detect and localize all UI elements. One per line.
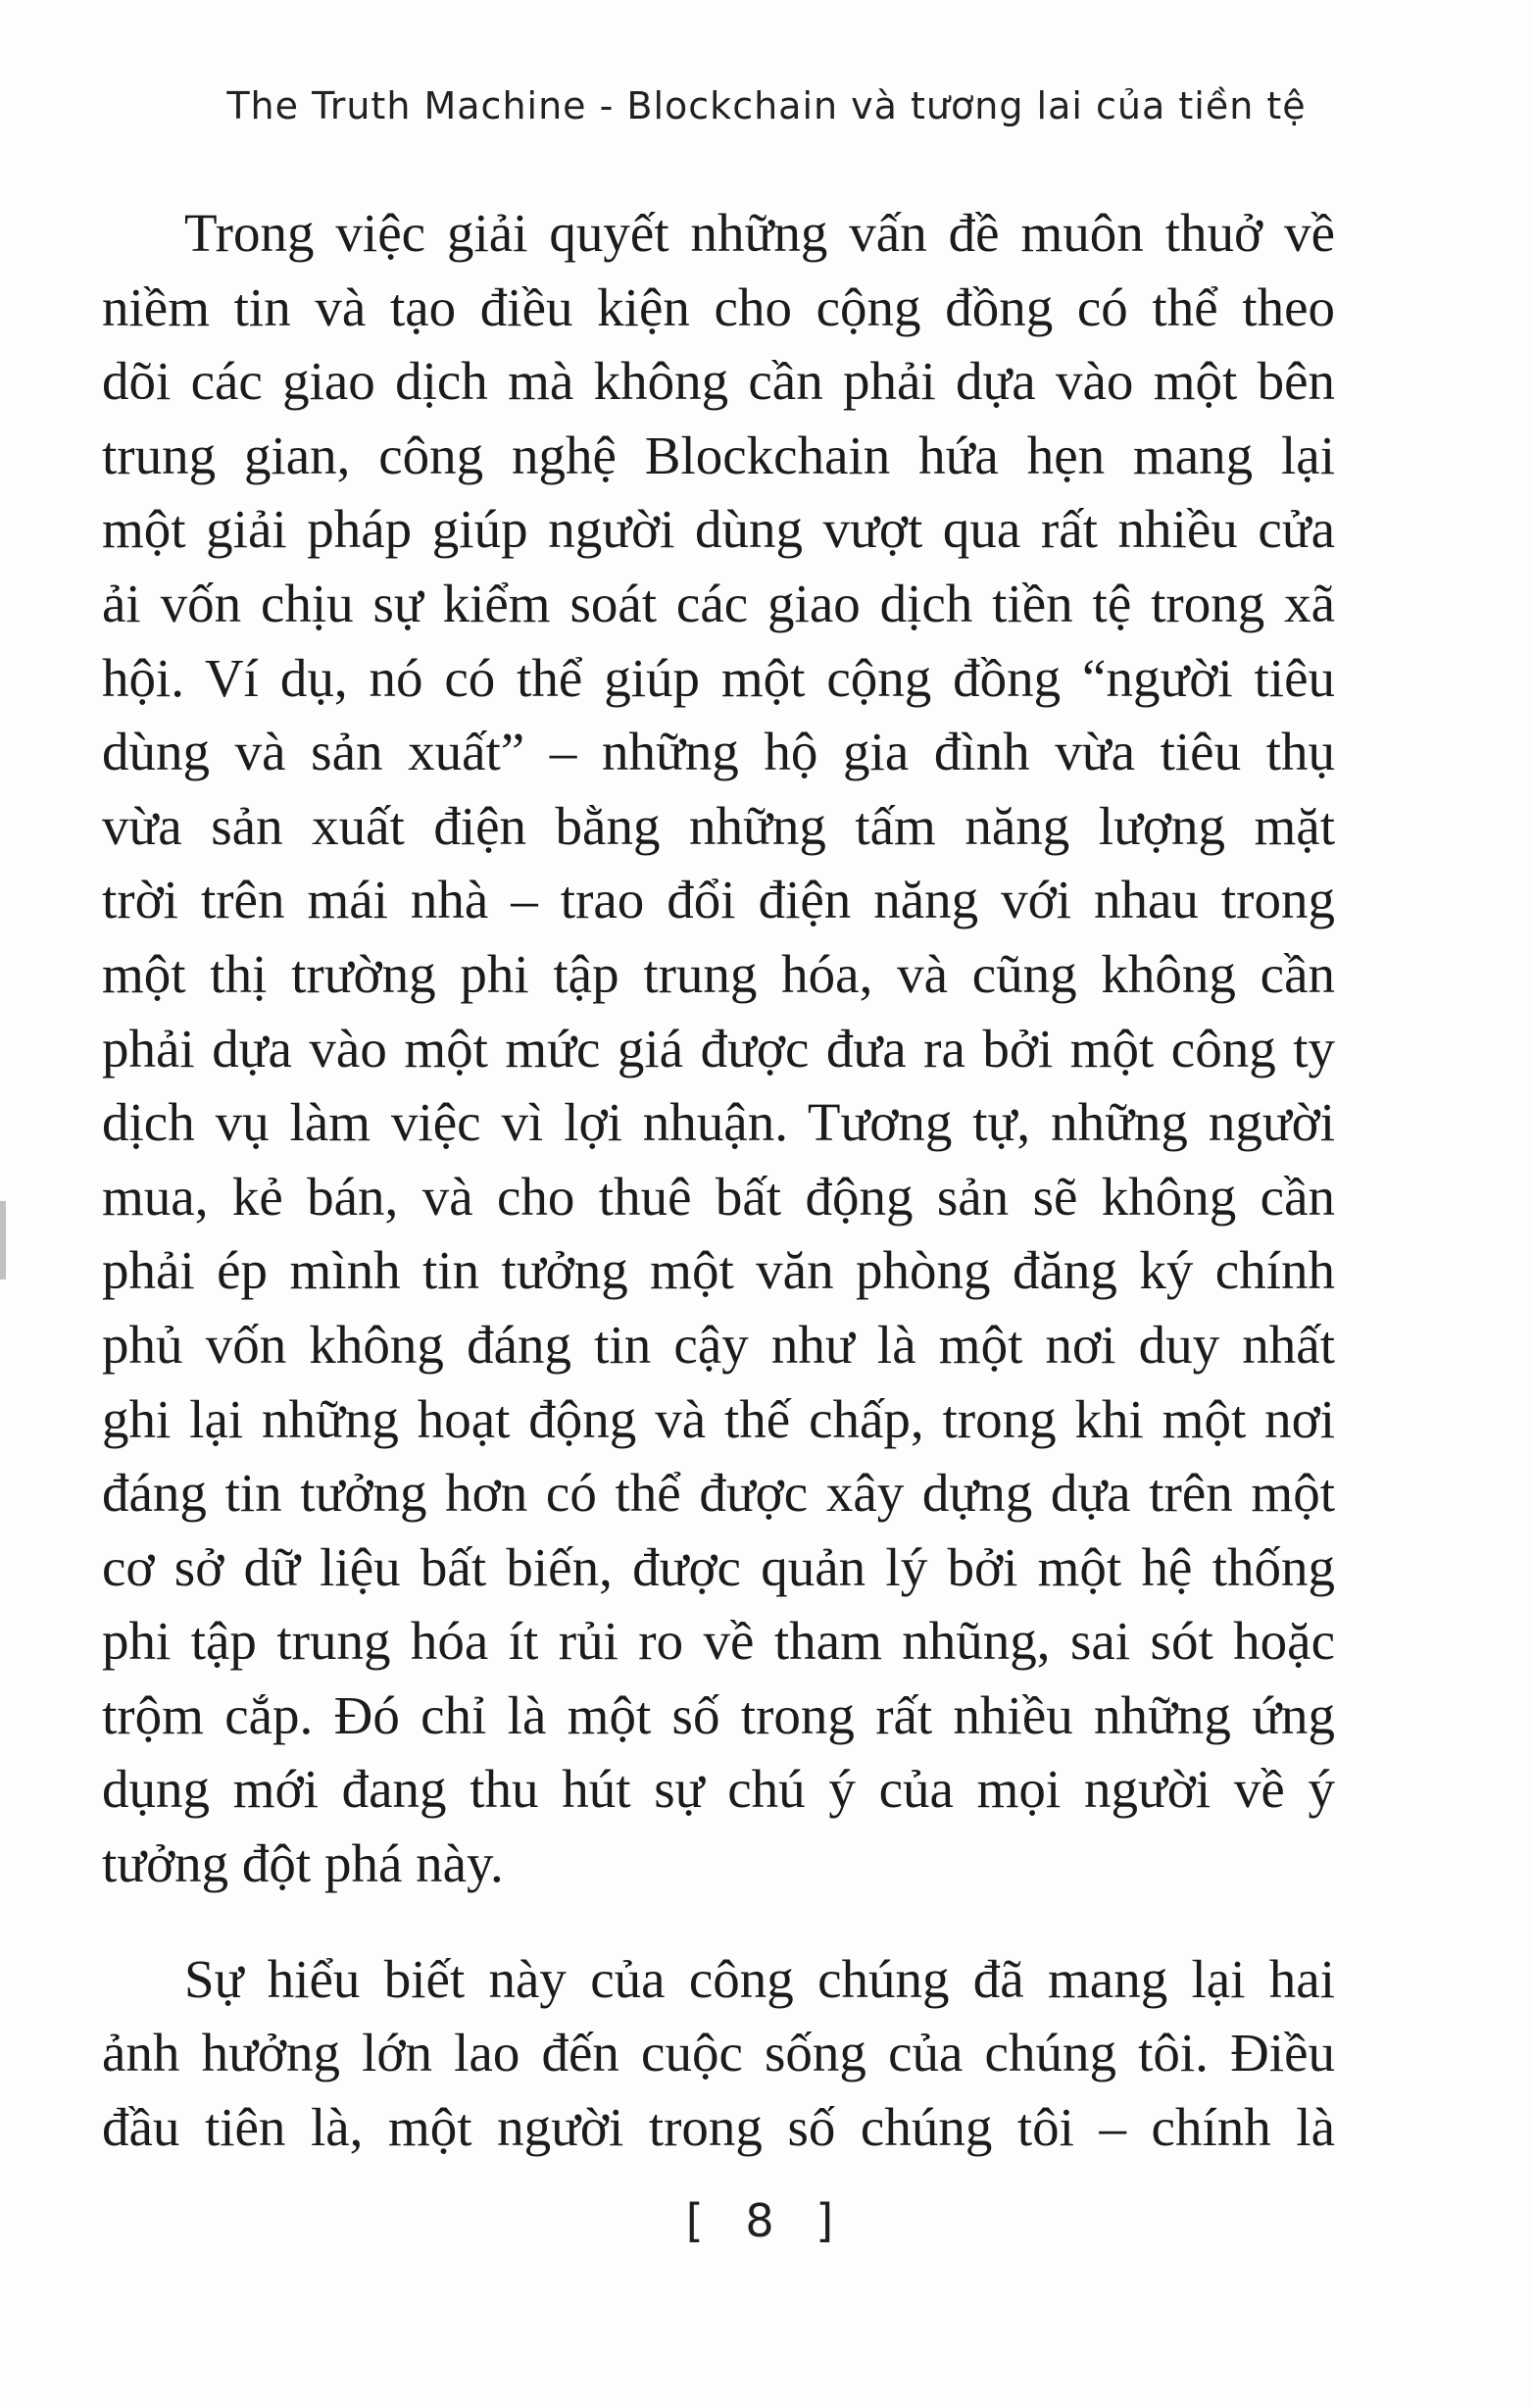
running-header: The Truth Machine - Blockchain và tương lai của tiền tệ [226, 84, 1307, 127]
text-line: đáng tin tưởng hơn có thể được xây dựng dựa trên một [102, 1463, 1335, 1524]
scan-edge-mark [0, 1201, 6, 1279]
text-line: một thị trường phi tập trung hóa, và cũng không cần [102, 943, 1335, 1004]
text-line: đầu tiên là, một người trong số chúng tôi – chính là [102, 2096, 1335, 2157]
text-line: hội. Ví dụ, nó có thể giúp một cộng đồng “người tiêu [102, 647, 1335, 708]
text-line: tưởng đột phá này. [102, 1833, 504, 1894]
text-line: trộm cắp. Đó chỉ là một số trong rất nhiều những ứng [102, 1684, 1335, 1745]
text-line: Sự hiểu biết này của công chúng đã mang lại hai [184, 1948, 1335, 2009]
text-line: phi tập trung hóa ít rủi ro về tham nhũng, sai sót hoặc [102, 1611, 1335, 1672]
text-line: trung gian, công nghệ Blockchain hứa hẹn mang lại [102, 425, 1335, 485]
text-line: ảnh hưởng lớn lao đến cuộc sống của chúng tôi. Điều [102, 2023, 1335, 2083]
page-number: [ 8 ] [685, 2194, 848, 2247]
text-line: một giải pháp giúp người dùng vượt qua rất nhiều cửa [102, 499, 1335, 560]
text-line: ải vốn chịu sự kiểm soát các giao dịch tiền tệ trong xã [102, 573, 1335, 633]
text-line: dụng mới đang thu hút sự chú ý của mọi người về ý [102, 1759, 1335, 1820]
text-line: dõi các giao dịch mà không cần phải dựa vào một bên [102, 351, 1335, 412]
text-line: mua, kẻ bán, và cho thuê bất động sản sẽ không cần [102, 1166, 1335, 1227]
text-line: dùng và sản xuất” – những hộ gia đình vừa tiêu thụ [102, 722, 1335, 782]
text-line: ghi lại những hoạt động và thế chấp, trong khi một nơi [102, 1388, 1335, 1449]
text-line: dịch vụ làm việc vì lợi nhuận. Tương tự, những người [102, 1092, 1335, 1153]
text-line: niềm tin và tạo điều kiện cho cộng đồng có thể theo [102, 276, 1335, 337]
text-line: vừa sản xuất điện bằng những tấm năng lượng mặt [102, 795, 1335, 856]
text-line: phải dựa vào một mức giá được đưa ra bởi một công ty [102, 1018, 1335, 1079]
body-text [102, 196, 1335, 2164]
text-line: trời trên mái nhà – trao đổi điện năng với nhau trong [102, 870, 1335, 930]
paragraph-2 [102, 1942, 1335, 2165]
text-line: Trong việc giải quyết những vấn đề muôn thuở về [184, 203, 1335, 263]
text-line: cơ sở dữ liệu bất biến, được quản lý bởi một hệ thống [102, 1536, 1335, 1597]
text-line: phủ vốn không đáng tin cậy như là một nơi duy nhất [102, 1314, 1335, 1375]
paragraph-1 [102, 196, 1335, 1901]
text-line: phải ép mình tin tưởng một văn phòng đăng ký chính [102, 1240, 1335, 1301]
